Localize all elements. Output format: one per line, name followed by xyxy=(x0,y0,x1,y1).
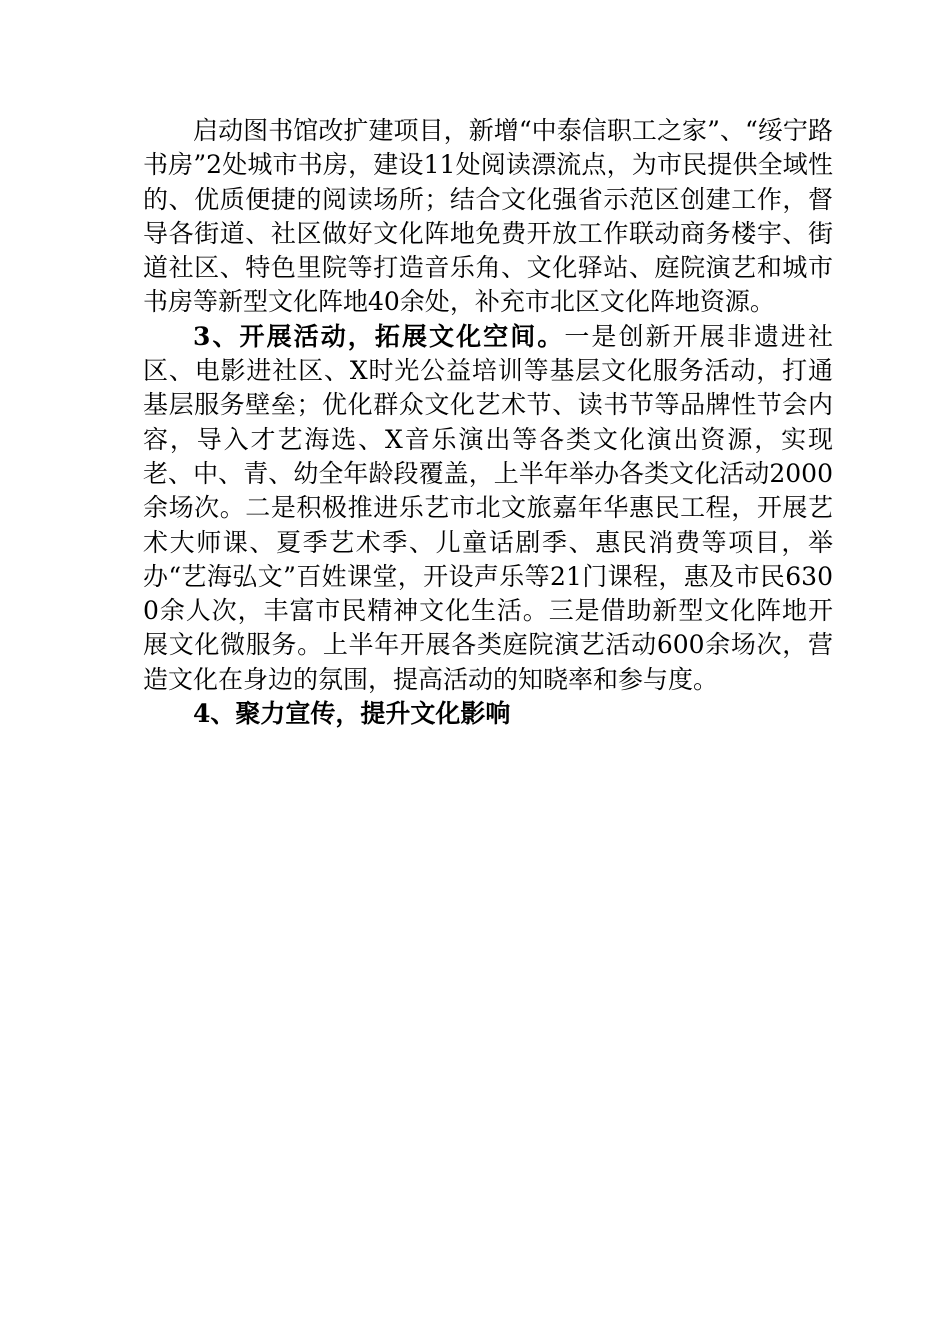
paragraph-library-projects: 启动图书馆改扩建项目，新增“中泰信职工之家”、“绥宁路书房”2处城市书房，建设11处阅读漂流点，为市民提供全域性的、优质便捷的阅读场所；结合文化强省示范区创建工作，督导各街道、社区做好文化阵地免费开放工作联动商务楼宇、街道社区、特色里院等打造音乐角、文化驿站、庭院演艺和城市书房等新型文化阵地40余处，补充市北区文化阵地资源。 xyxy=(143,116,833,317)
paragraph-section-3 xyxy=(143,320,833,697)
document-body xyxy=(143,114,833,731)
section-4-heading: 4、聚力宣传，提升文化影响 xyxy=(193,699,511,729)
section-3-body: 一是创新开展非遗进社区、电影进社区、X时光公益培训等基层文化服务活动，打通基层服务壁垒；优化群众文化艺术节、读书节等品牌性节会内容，导入才艺海选、X音乐演出等各类文化演出资源，实现老、中、青、幼全年龄段覆盖，上半年举办各类文化活动2000余场次。二是积极推进乐艺市北文旅嘉年华惠民工程，开展艺术大师课、夏季艺术季、儿童话剧季、惠民消费等项目，举办“艺海弘文”百姓课堂，开设声乐等21门课程，惠及市民6300余人次，丰富市民精神文化生活。三是借助新型文化阵地开展文化微服务。上半年开展各类庭院演艺活动600余场次，营造文化在身边的氛围，提高活动的知晓率和参与度。 xyxy=(143,321,833,694)
section-3-heading: 3、开展活动，拓展文化空间。 xyxy=(193,321,565,351)
